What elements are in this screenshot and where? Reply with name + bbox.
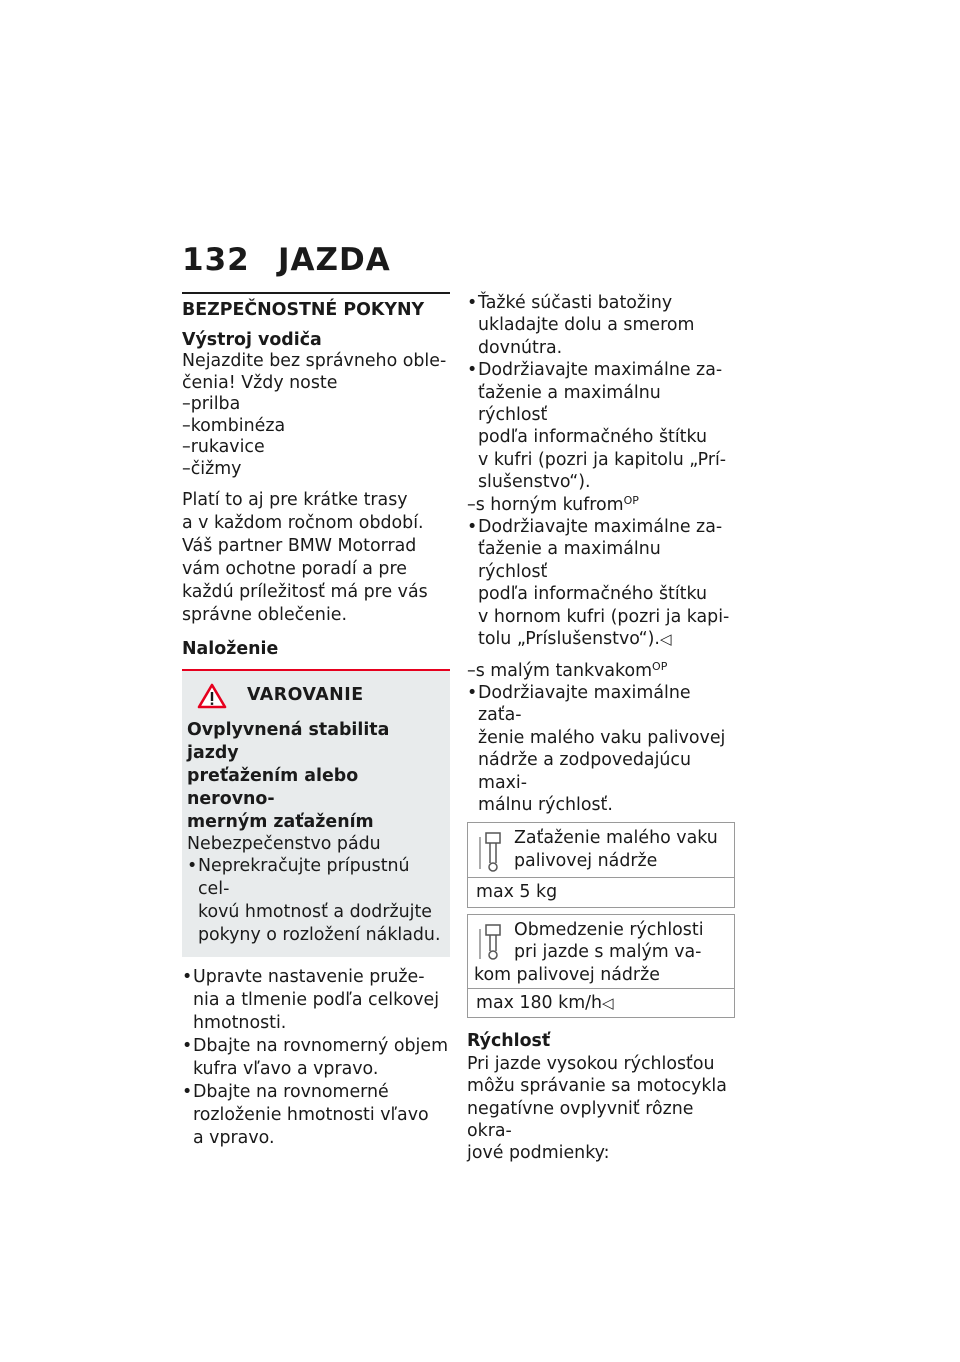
tankbag-line xyxy=(467,660,735,682)
spec-table-load xyxy=(467,822,735,907)
bullet-line: • Upravte nastavenie pruže- xyxy=(193,967,425,987)
para-line: vám ochotne poradí a pre xyxy=(182,559,407,579)
bullet-line: podľa informačného štítku xyxy=(478,584,708,605)
list-item xyxy=(182,1035,450,1081)
warning-title: merným zaťažením xyxy=(187,811,374,832)
bullet-line: málnu rýchlosť. xyxy=(478,794,613,815)
para-line: správne oblečenie. xyxy=(182,605,347,625)
warning-header xyxy=(187,683,445,709)
bullet-line: a vpravo. xyxy=(193,1128,275,1148)
list-item xyxy=(467,292,735,359)
left-column xyxy=(182,292,450,1150)
para-line: každú príležitosť má pre vás xyxy=(182,582,428,602)
speed-paragraph xyxy=(467,1053,735,1165)
chapter-title: JAZDA xyxy=(278,242,391,278)
spec-table-speed xyxy=(467,914,735,1019)
bullet-line: ukladajte dolu a smerom xyxy=(478,315,695,336)
spec-label-row xyxy=(468,915,734,988)
tankbag-text: –s malým tankvakom xyxy=(467,660,653,681)
gear-item: –prilba xyxy=(182,394,241,414)
spec-label-line: Obmedzenie rýchlosti xyxy=(514,919,704,940)
warning-triangle-icon xyxy=(197,683,227,709)
spec-label-line: pri jazde s malým va- xyxy=(514,942,702,963)
page-number: 132 xyxy=(182,242,250,278)
list-item xyxy=(467,516,735,650)
section-rule xyxy=(182,292,450,294)
spec-label xyxy=(514,827,728,875)
spec-label xyxy=(514,919,728,964)
bullet-line: • Dodržiavajte maximálne za- xyxy=(478,517,723,538)
para-line: negatívne ovplyvniť rôzne okra- xyxy=(467,1098,694,1141)
bullet-text: tolu „Príslušenstvo“). xyxy=(478,629,660,650)
bullet-line xyxy=(478,628,735,650)
page-header xyxy=(182,242,391,278)
subhead-gear: Výstroj vodiča xyxy=(182,329,322,350)
list-item xyxy=(182,1081,450,1150)
para-line: Platí to aj pre krátke trasy xyxy=(182,490,408,510)
bullet-line: ťaženie a maximálnu rýchlosť xyxy=(478,382,661,426)
right-column xyxy=(467,292,735,1165)
bullet-line: v kufri (pozri ja kapitolu „Prí- xyxy=(478,449,727,470)
bullet-line: nia a tlmenie podľa celkovej xyxy=(193,990,440,1010)
bullet-line: • Dodržiavajte maximálne zaťa- xyxy=(478,682,691,726)
bullet-line: • Neprekračujte prípustnú cel- xyxy=(198,856,410,899)
bullet-line: podľa informačného štítku xyxy=(478,427,708,448)
list-item xyxy=(182,966,450,1035)
para-line: môžu správanie sa motocykla xyxy=(467,1076,727,1097)
end-mark-icon: ◁ xyxy=(659,630,672,649)
para-line: Váš partner BMW Motorrad xyxy=(182,536,417,556)
bullet-line: slušenstvo“). xyxy=(478,472,591,493)
subhead-speed: Rýchlosť xyxy=(467,1031,551,1052)
warning-title: preťažením alebo nerovno- xyxy=(187,765,359,809)
subhead-load: Naloženie xyxy=(182,639,279,659)
bullet-line: pokyny o rozložení nákladu. xyxy=(198,925,441,945)
spec-label-line: kom palivovej nádrže xyxy=(474,964,660,985)
gear-item: –kombinéza xyxy=(182,415,286,436)
gear-paragraph xyxy=(182,489,450,627)
topcase-text: –s horným kufrom xyxy=(467,494,624,515)
spec-gauge-icon xyxy=(474,919,514,963)
warning-bullet xyxy=(187,855,445,947)
warning-label: VAROVANIE xyxy=(247,684,364,705)
bullet-line: • Dbajte na rovnomerné xyxy=(193,1082,389,1102)
spec-label-line: palivovej nádrže xyxy=(514,850,658,871)
spec-value: max 5 kg xyxy=(468,877,734,906)
gear-item: –rukavice xyxy=(182,437,265,457)
warning-subtitle: Nebezpečenstvo pádu xyxy=(187,833,381,854)
op-marker: OP xyxy=(623,493,639,507)
para-line: jové podmienky: xyxy=(467,1143,610,1164)
bullet-line: • Dbajte na rovnomerný objem xyxy=(193,1036,449,1056)
gear-text-1: Nejazdite bez správneho oble- xyxy=(182,351,447,371)
bullet-line: dovnútra. xyxy=(478,337,563,358)
end-mark-icon: ◁ xyxy=(602,993,614,1012)
spec-label-row xyxy=(468,823,734,877)
para-line: Pri jazde vysokou rýchlosťou xyxy=(467,1053,715,1074)
spec-value: max 180 km/h xyxy=(476,992,603,1013)
bullet-line: • Dodržiavajte maximálne za- xyxy=(478,360,723,381)
list-item xyxy=(467,359,735,493)
bullet-line: rozloženie hmotnosti vľavo xyxy=(193,1105,429,1125)
para-line: a v každom ročnom období. xyxy=(182,513,424,533)
gear-text-2: čenia! Vždy noste xyxy=(182,372,338,393)
bullet-line: v hornom kufri (pozri ja kapi- xyxy=(478,606,730,627)
spec-gauge-icon xyxy=(474,827,514,875)
topcase-line xyxy=(467,494,735,516)
section-title: BEZPEČNOSTNÉ POKYNY xyxy=(182,300,425,320)
list-item xyxy=(467,682,735,816)
bullet-line: nádrže a zodpovedajúcu maxi- xyxy=(478,750,692,793)
bullet-line: ťaženie a maximálnu rýchlosť xyxy=(478,539,661,582)
bullet-line: ženie malého vaku palivovej xyxy=(478,727,726,748)
bullet-line: kovú hmotnosť a dodržujte xyxy=(198,902,432,922)
warning-box xyxy=(182,669,450,958)
bullet-line: hmotnosti. xyxy=(193,1013,287,1033)
warning-title: Ovplyvnená stabilita jazdy xyxy=(187,719,390,763)
spec-label-line: Zaťaženie malého vaku xyxy=(514,828,718,849)
spec-value-row xyxy=(468,988,734,1017)
bullet-line: • Ťažké súčasti batožiny xyxy=(478,293,673,313)
gear-item: –čižmy xyxy=(182,458,242,479)
load-bullets xyxy=(182,966,450,1150)
bullet-line: kufra vľavo a vpravo. xyxy=(193,1059,379,1079)
op-marker: OP xyxy=(652,659,668,673)
